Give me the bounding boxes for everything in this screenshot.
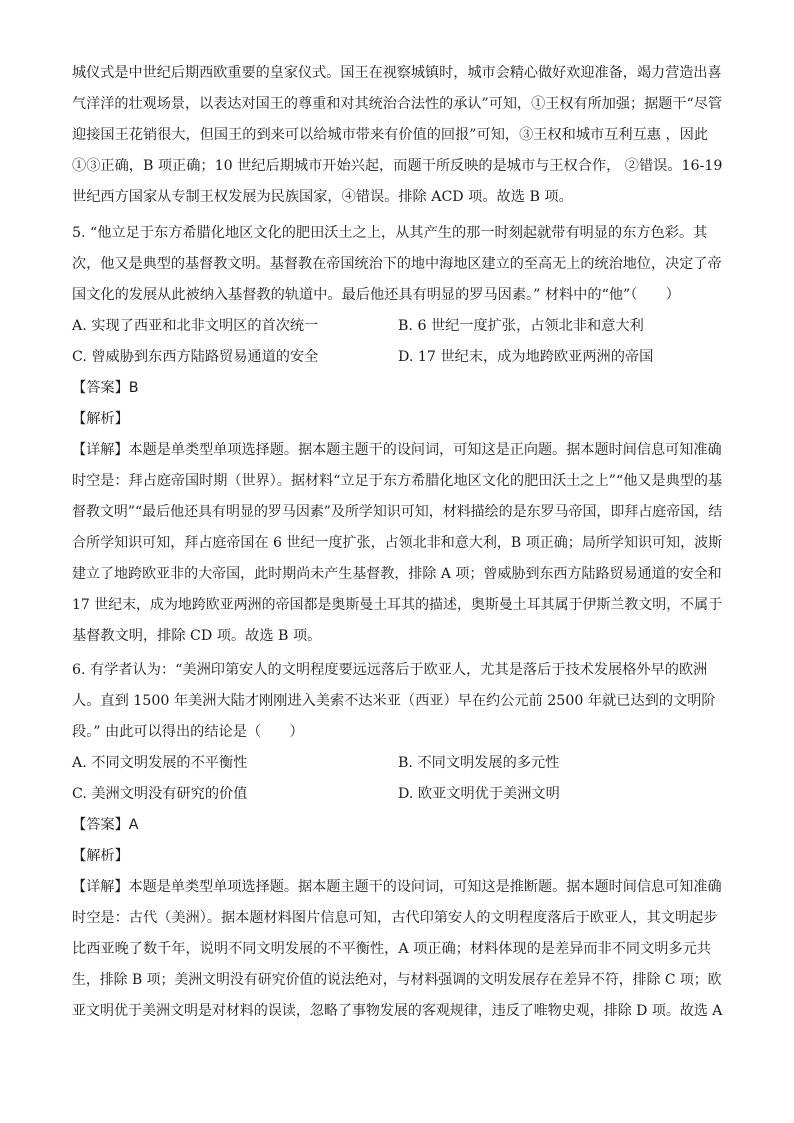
question-5-stem: 次，他又是典型的基督教文明。基督教在帝国统治下的地中海地区建立的至高无上的统治地位，决定了帝 [72,256,722,272]
analysis-detail: 生，排除 B 项；美洲文明没有研究价值的说法绝对，与材料强调的文明发展存在差异不符，排除 C 项；欧 [72,972,722,988]
analysis-detail: 基督教文明，排除 CD 项。故选 B 项。 [72,628,322,644]
analysis-detail: 亚文明优于美洲文明是对材料的误读，忽略了事物发展的客观规律，违反了唯物史观，排除 D 项。故选 A [72,1003,723,1019]
analysis-detail: 时空是：拜占庭帝国时期（世界）。据材料“立足于东方希腊化地区文化的肥田沃土之上”“他又是典型的基 [72,473,723,489]
question-6-stem: 6. 有学者认为：“美洲印第安人的文明程度要远远落后于欧亚人，尤其是落后于技术发展格外早的欧洲 [72,662,708,678]
question-6-stem: 人。直到 1500 年美洲大陆才刚刚进入美索不达米亚（西亚）早在约公元前 2500 年就已达到的文明阶 [72,693,716,709]
option-a: A. 不同文明发展的不平衡性 [72,755,248,771]
answer-label: 【答案】A [72,817,139,833]
analysis-detail: 建立了地跨欧亚非的大帝国，此时期尚未产生基督教，排除 A 项；曾威胁到东西方陆路贸易通道的安全和 [72,566,722,582]
option-b: B. 6 世纪一度扩张，占领北非和意大利 [398,318,644,334]
option-d: D. 欧亚文明优于美洲文明 [398,786,560,802]
text-line: 世纪西方国家从专制王权发展为民族国家，④错误。排除 ACD 项。故选 B 项。 [72,189,573,205]
analysis-detail: 时空是：古代（美洲）。据本题材料图片信息可知，古代印第安人的文明程度落后于欧亚人，其文明起步 [72,910,718,926]
question-5-stem: 国文化的发展从此被纳入基督教的轨道中。最后他还具有明显的罗马因素。” 材料中的“他”（ ） [72,287,680,303]
analysis-detail: 督教文明”“最后他还具有明显的罗马因素”及所学知识可知，材料描绘的是东罗马帝国，即拜占庭帝国，结 [72,504,723,520]
option-a: A. 实现了西亚和北非文明区的首次统一 [72,318,319,334]
analysis-detail: 【详解】本题是单类型单项选择题。据本题主题干的设问词，可知这是正向题。据本题时间信息可知准确 [72,442,722,458]
option-c: C. 曾威胁到东西方陆路贸易通道的安全 [72,349,319,365]
analysis-detail: 17 世纪末，成为地跨欧亚两洲的帝国都是奥斯曼土耳其的描述，奥斯曼土耳其属于伊斯兰教文明，不属于 [72,597,723,613]
text-line: 迎接国王花销很大，但国王的到来可以给城市带来有价值的回报”可知，③王权和城市互利互惠 ，因此 [72,127,709,143]
question-5-stem: 5. “他立足于东方希腊化地区文化的肥田沃土之上，从其产生的那一时刻起就带有明显的东方色彩。其 [72,225,708,241]
analysis-label: 【解析】 [72,411,129,427]
question-6-stem: 段。” 由此可以得出的结论是（ ） [72,724,304,740]
option-d: D. 17 世纪末，成为地跨欧亚两洲的帝国 [398,349,654,365]
option-c: C. 美洲文明没有研究的价值 [72,786,248,802]
text-line: 气洋洋的壮观场景，以表达对国王的尊重和对其统治合法性的承认”可知，①王权有所加强；据题干“尽管 [72,96,722,112]
answer-label: 【答案】B [72,380,139,396]
analysis-detail: 合所学知识可知，拜占庭帝国在 6 世纪一度扩张，占领北非和意大利，B 项正确；局所学知识可知，波斯 [72,535,723,551]
option-b: B. 不同文明发展的多元性 [398,755,560,771]
analysis-detail: 【详解】本题是单类型单项选择题。据本题主题干的设问词，可知这是推断题。据本题时间信息可知准确 [72,879,722,895]
text-line: ①③正确，B 项正确；10 世纪后期城市开始兴起，而题干所反映的是城市与王权合作， ②错误。16-19 [72,158,723,174]
analysis-label: 【解析】 [72,848,129,864]
text-line: 城仪式是中世纪后期西欧重要的皇家仪式。国王在视察城镇时，城市会精心做好欢迎准备，竭力营造出喜 [72,65,722,81]
analysis-detail: 比西亚晚了数千年，说明不同文明发展的不平衡性，A 项正确；材料体现的是差异而非不同文明多元共 [72,941,712,957]
